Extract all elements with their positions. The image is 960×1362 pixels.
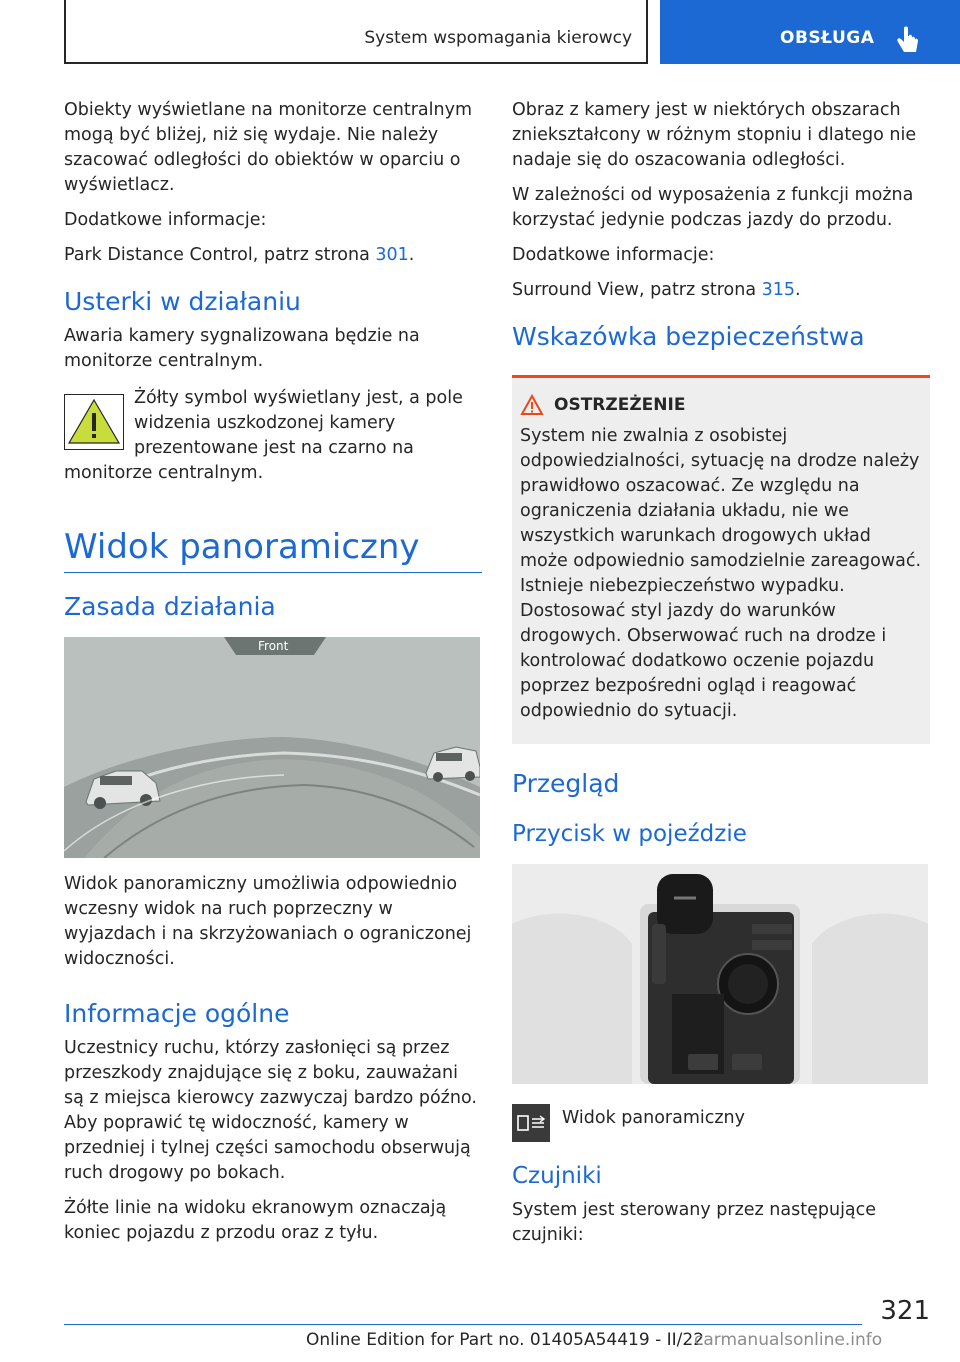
header-section-title: System wspomagania kierowcy bbox=[364, 28, 632, 48]
right-paragraph-1: Obraz z kamery jest w niektórych obszarach zniekształcony w różnym stopniu i dlatego nie nadaje się do oszacowania odległości. bbox=[512, 100, 917, 170]
surround-reference-text: Surround View, patrz strona bbox=[512, 280, 762, 300]
surround-reference: Surround View, patrz strona 315. bbox=[512, 280, 801, 300]
warning-title: OSTRZEŻENIE bbox=[554, 395, 686, 415]
left-column bbox=[64, 98, 482, 1258]
right-column bbox=[512, 98, 930, 1260]
front-label: Front bbox=[258, 639, 289, 653]
button-heading: Przycisk w pojeździe bbox=[512, 821, 747, 847]
pdc-page-link[interactable]: 301 bbox=[375, 245, 409, 265]
warning-triangle-icon bbox=[520, 394, 544, 416]
surround-page-link[interactable]: 315 bbox=[761, 280, 796, 300]
general-heading: Informacje ogólne bbox=[64, 999, 290, 1028]
panoramic-view-image bbox=[64, 637, 480, 858]
intro-paragraph-1: Obiekty wyświetlane na monitorze centralnym mogą być bliżej, niż się wydaje. Nie należy szacować odległości do obiektów w oparciu o wyświetlacz. bbox=[64, 100, 473, 195]
warning-title-row bbox=[520, 394, 922, 416]
pointing-hand-icon bbox=[894, 26, 920, 56]
right-paragraph-2: W zależności od wyposażenia z funkcji można korzystać jedynie podczas jazdy do przodu. bbox=[512, 185, 914, 230]
vehicle-console-image bbox=[512, 864, 928, 1084]
yellow-symbol-row bbox=[64, 386, 482, 486]
button-row bbox=[512, 1102, 930, 1142]
page-number: 321 bbox=[880, 1296, 930, 1326]
button-label: Widok panoramiczny bbox=[562, 1108, 746, 1128]
header-chapter-label: OBSŁUGA bbox=[780, 28, 875, 48]
warning-box bbox=[512, 375, 930, 744]
principle-heading: Zasada działania bbox=[64, 592, 276, 621]
yellow-symbol-text: Żółty symbol wyświetlany jest, a pole widzenia uszkodzonej kamery prezentowane jest na czarno na monitorze centralnym. bbox=[64, 388, 463, 483]
malfunction-heading: Usterki w działaniu bbox=[64, 287, 301, 316]
header-section-box bbox=[64, 0, 648, 64]
warning-text: System nie zwalnia z osobistej odpowiedzialności, sytuację na drodze należy prawidłowo oszacować. Ze względu na ograniczenia działania układu, nie we wszystkich warunkach drogowych układ może odpowiednio samodzielnie zareagować. Istnieje niebezpieczeństwo wypadku. Dostosować styl jazdy do warunków drogowych. Obserwować ruch na drodze i kontrolować dodatkowo oczenie pojazdu poprzez bezpośredni ogląd i reagować odpowiednio do sytuacji. bbox=[520, 426, 922, 721]
panoramic-view-button-icon bbox=[512, 1104, 550, 1142]
main-heading: Widok panoramiczny bbox=[64, 527, 420, 567]
malfunction-text: Awaria kamery sygnalizowana będzie na monitorze centralnym. bbox=[64, 326, 420, 371]
overview-heading: Przegląd bbox=[512, 769, 620, 798]
intro-paragraph-2: Dodatkowe informacje: bbox=[64, 210, 267, 230]
sensors-heading: Czujniki bbox=[512, 1163, 602, 1189]
principle-text: Widok panoramiczny umożliwia odpowiednio wczesny widok na ruch poprzeczny w wyjazdach i na skrzyżowaniach o ograniczonej widoczności. bbox=[64, 874, 472, 969]
general-paragraph-2: Żółte linie na widoku ekranowym oznaczają koniec pojazdu z przodu oraz z tyłu. bbox=[64, 1198, 447, 1243]
yellow-warning-symbol-icon bbox=[64, 394, 124, 450]
right-paragraph-3: Dodatkowe informacje: bbox=[512, 245, 715, 265]
footer-rule bbox=[64, 1324, 862, 1325]
safety-heading: Wskazówka bezpieczeństwa bbox=[512, 322, 865, 351]
sensors-text: System jest sterowany przez następujące czujniki: bbox=[512, 1200, 877, 1245]
general-paragraph-1: Uczestnicy ruchu, którzy zasłonięci są przez przeszkody znajdujące się z boku, zauważani są z miejsca kierowcy zazwyczaj bardzo późno. Aby poprawić tę widoczność, kamery w przedniej i tylnej części samochodu obserwują ruch drogowy po bokach. bbox=[64, 1038, 477, 1183]
edition-text: Online Edition for Part no. 01405A54419 - II/22 bbox=[306, 1330, 705, 1350]
pdc-reference: Park Distance Control, patrz strona 301. bbox=[64, 245, 415, 265]
watermark-text[interactable]: carmanualsonline.info bbox=[694, 1330, 883, 1350]
pdc-reference-text: Park Distance Control, patrz strona bbox=[64, 245, 376, 265]
